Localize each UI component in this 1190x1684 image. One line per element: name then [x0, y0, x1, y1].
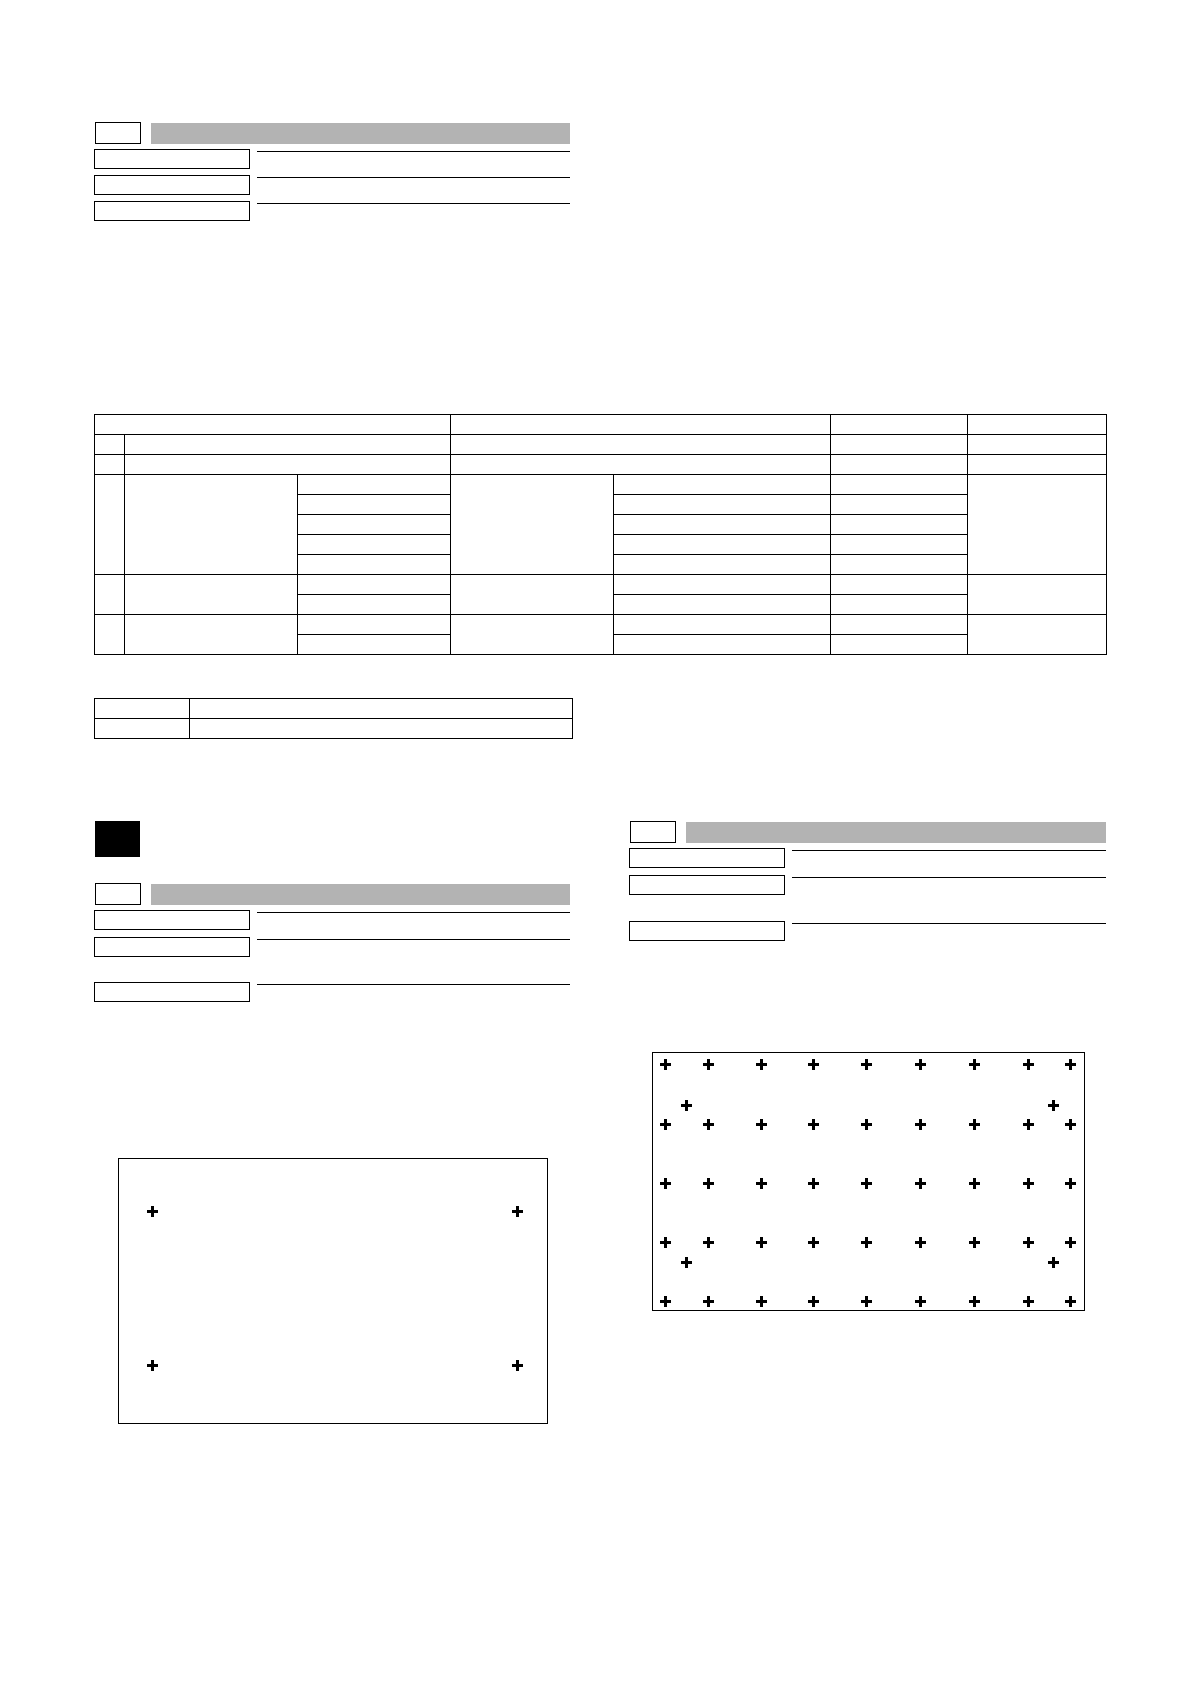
table-cell [451, 455, 831, 475]
crosshair-icon [969, 1237, 980, 1248]
table-header-cell [95, 415, 451, 435]
section-a-label-2 [94, 175, 250, 195]
table-header-cell [968, 415, 1107, 435]
table-cell [968, 475, 1107, 575]
crosshair-icon [660, 1178, 671, 1189]
table-cell [125, 575, 298, 615]
crosshair-icon [861, 1059, 872, 1070]
table-row [95, 719, 573, 739]
section-b-label-3 [94, 982, 250, 1002]
crosshair-icon [969, 1059, 980, 1070]
table-cell [190, 719, 573, 739]
crosshair-icon [861, 1237, 872, 1248]
crosshair-icon [703, 1059, 714, 1070]
crosshair-icon [756, 1178, 767, 1189]
table-cell [298, 495, 451, 515]
table-row [95, 699, 573, 719]
table-cell [831, 615, 968, 635]
section-c-title-bar [686, 822, 1106, 843]
table-header-cell [831, 415, 968, 435]
section-a-code-box [95, 122, 141, 144]
table-cell [831, 555, 968, 575]
crosshair-icon [703, 1237, 714, 1248]
section-b-rule-2 [257, 939, 570, 940]
crosshair-icon [512, 1360, 523, 1371]
section-b-rule-1 [257, 912, 570, 913]
crosshair-icon [1023, 1059, 1034, 1070]
crosshair-icon [1065, 1178, 1076, 1189]
section-b-title-bar [151, 884, 570, 905]
main-table [94, 414, 1107, 655]
table-cell [831, 595, 968, 615]
table-cell [451, 575, 614, 615]
crosshair-icon [969, 1178, 980, 1189]
crosshair-icon [808, 1059, 819, 1070]
table-cell [831, 635, 968, 655]
table-row [95, 615, 1107, 635]
crosshair-icon [756, 1237, 767, 1248]
table-cell [298, 595, 451, 615]
crosshair-icon [756, 1119, 767, 1130]
table-cell [298, 555, 451, 575]
crosshair-icon [1065, 1296, 1076, 1307]
crosshair-icon [681, 1100, 692, 1111]
section-a-rule-3 [257, 203, 570, 204]
table-cell [614, 495, 831, 515]
table-cell [451, 475, 614, 575]
table-cell [298, 535, 451, 555]
crosshair-icon [808, 1178, 819, 1189]
crosshair-icon [969, 1119, 980, 1130]
crosshair-icon [969, 1296, 980, 1307]
section-a-rule-2 [257, 177, 570, 178]
section-b-label-1 [94, 910, 250, 930]
section-c-label-3 [629, 921, 785, 941]
table-cell [968, 435, 1107, 455]
section-c-rule-3 [792, 923, 1106, 924]
table-cell [125, 455, 451, 475]
table-cell [614, 575, 831, 595]
section-a-label-1 [94, 149, 250, 169]
table-cell [95, 575, 125, 615]
table-cell [95, 435, 125, 455]
table-cell [95, 615, 125, 655]
section-c-rule-2 [792, 877, 1106, 878]
table-row [95, 575, 1107, 595]
crosshair-icon [915, 1296, 926, 1307]
crosshair-icon [1023, 1178, 1034, 1189]
small-table [94, 698, 573, 739]
table-cell [831, 575, 968, 595]
section-c-code-box [630, 821, 676, 843]
table-cell [451, 615, 614, 655]
crosshair-icon [1048, 1100, 1059, 1111]
table-cell [831, 475, 968, 495]
section-b-label-2 [94, 937, 250, 957]
crosshair-icon [703, 1296, 714, 1307]
crosshair-icon [147, 1360, 158, 1371]
crosshair-icon [808, 1237, 819, 1248]
table-cell [125, 435, 451, 455]
table-cell [614, 635, 831, 655]
table-cell [95, 719, 190, 739]
table-cell [614, 515, 831, 535]
crosshair-icon [1065, 1237, 1076, 1248]
section-c-label-1 [629, 848, 785, 868]
table-cell [298, 635, 451, 655]
crosshair-icon [512, 1206, 523, 1217]
crosshair-icon [808, 1296, 819, 1307]
table-cell [451, 435, 831, 455]
table-cell [831, 515, 968, 535]
crosshair-icon [756, 1296, 767, 1307]
crosshair-icon [660, 1119, 671, 1130]
table-cell [614, 615, 831, 635]
crosshair-icon [915, 1178, 926, 1189]
crosshair-icon [681, 1257, 692, 1268]
crosshair-icon [660, 1237, 671, 1248]
crosshair-icon [703, 1178, 714, 1189]
crosshair-icon [861, 1119, 872, 1130]
table-cell [614, 595, 831, 615]
section-a-label-3 [94, 201, 250, 221]
table-cell [298, 615, 451, 635]
table-cell [614, 535, 831, 555]
crosshair-icon [861, 1296, 872, 1307]
table-cell [831, 435, 968, 455]
crosshair-icon [147, 1206, 158, 1217]
table-cell [298, 515, 451, 535]
crosshair-icon [808, 1119, 819, 1130]
table-cell [831, 495, 968, 515]
crosshair-icon [1065, 1119, 1076, 1130]
grid-pattern-frame [652, 1052, 1085, 1311]
chapter-marker-block [95, 821, 140, 857]
section-b-rule-3 [257, 984, 570, 985]
table-cell [968, 575, 1107, 615]
crosshair-icon [1023, 1119, 1034, 1130]
crosshair-icon [915, 1119, 926, 1130]
table-row [95, 455, 1107, 475]
crosshair-icon [1023, 1296, 1034, 1307]
table-header-cell [451, 415, 831, 435]
crosshair-icon [1023, 1237, 1034, 1248]
table-cell [831, 535, 968, 555]
table-cell [95, 455, 125, 475]
crosshair-icon [756, 1059, 767, 1070]
table-cell [190, 699, 573, 719]
table-row [95, 435, 1107, 455]
crosshair-icon [1048, 1257, 1059, 1268]
crosshair-icon [660, 1296, 671, 1307]
section-c-rule-1 [792, 850, 1106, 851]
crosshair-icon [861, 1178, 872, 1189]
table-cell [298, 475, 451, 495]
table-cell [614, 475, 831, 495]
section-b-code-box [95, 883, 141, 905]
table-header-row [95, 415, 1107, 435]
table-row [95, 475, 1107, 495]
section-c-label-2 [629, 875, 785, 895]
table-cell [968, 455, 1107, 475]
table-cell [95, 699, 190, 719]
section-a-rule-1 [257, 151, 570, 152]
table-cell [831, 455, 968, 475]
table-cell [298, 575, 451, 595]
four-corner-pattern-frame [118, 1158, 548, 1424]
section-a-title-bar [151, 123, 570, 144]
table-cell [95, 475, 125, 575]
table-cell [968, 615, 1107, 655]
table-cell [614, 555, 831, 575]
crosshair-icon [660, 1059, 671, 1070]
crosshair-icon [703, 1119, 714, 1130]
crosshair-icon [1065, 1059, 1076, 1070]
crosshair-icon [915, 1059, 926, 1070]
crosshair-icon [915, 1237, 926, 1248]
table-cell [125, 615, 298, 655]
table-cell [125, 475, 298, 575]
